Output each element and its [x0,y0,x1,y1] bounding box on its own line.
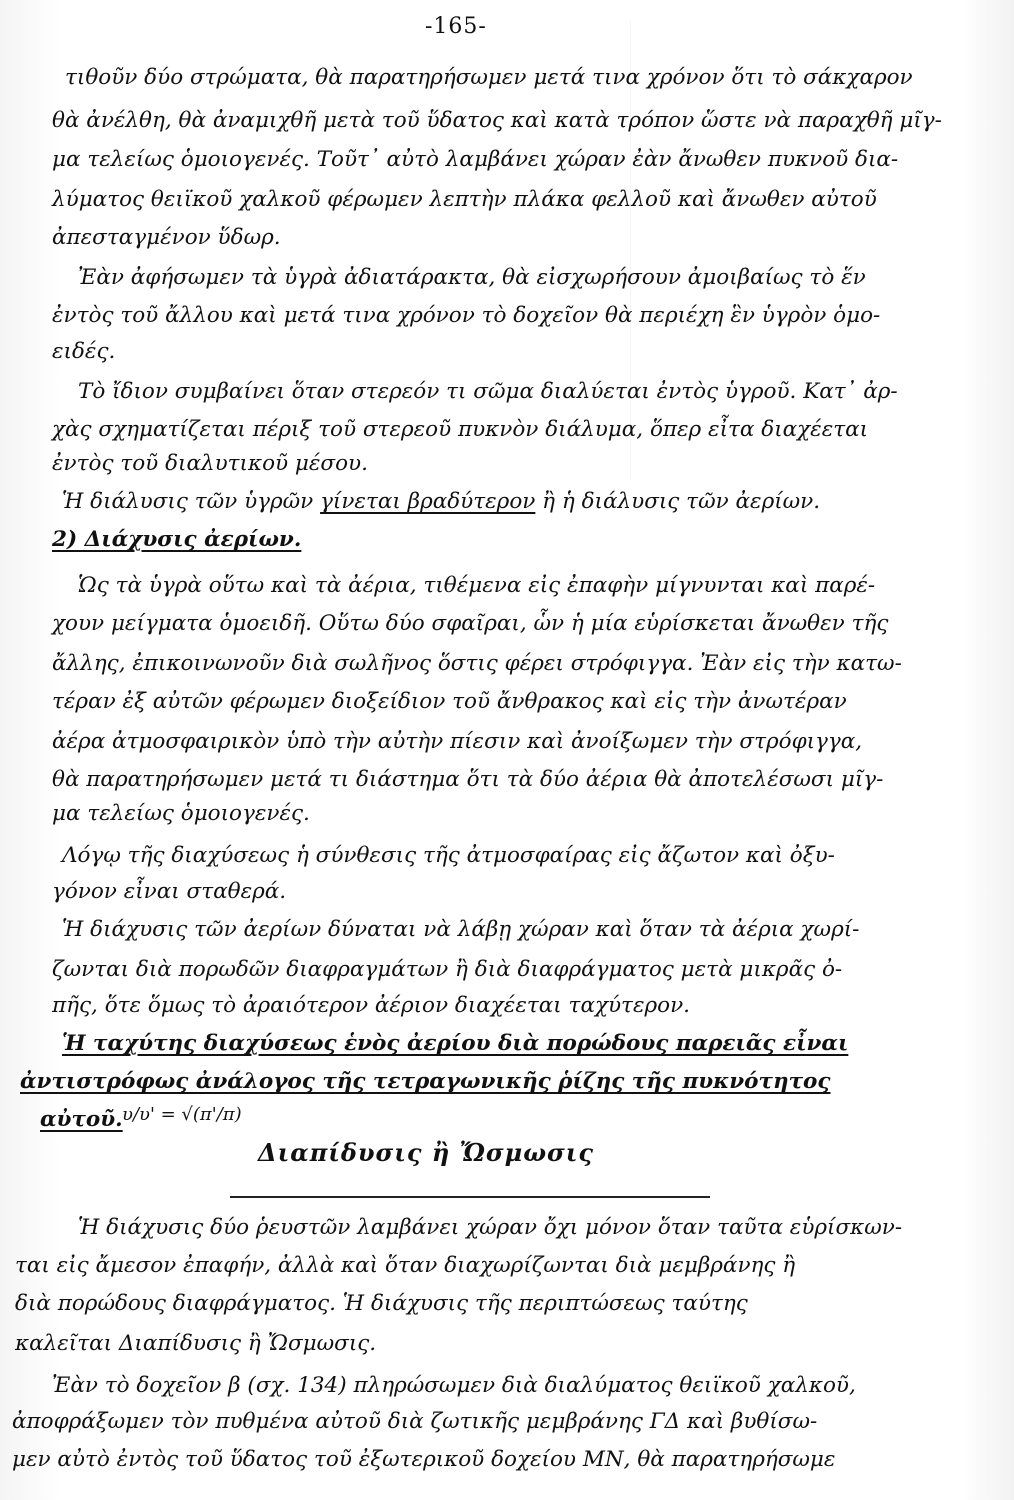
page-number: -165- [425,14,487,39]
text-line: Λόγῳ τῆς διαχύσεως ἡ σύνθεσις τῆς ἀτμοσφαίρας εἰς ἄζωτον καὶ ὀξυ- [62,843,835,868]
text-line: θὰ ἀνέλθη, θὰ ἀναμιχθῆ μετὰ τοῦ ὕδατος καὶ κατὰ τρόπον ὥστε νὰ παραχθῆ μῖγ- [52,108,942,133]
text-line: πῆς, ὅτε ὅμως τὸ ἀραιότερον ἀέριον διαχέεται ταχύτερον. [52,993,690,1018]
text-line: μα τελείως ὁμοιογενές. Τοῦτ᾽ αὐτὸ λαμβάνει χώραν ἐὰν ἄνωθεν πυκνοῦ δια- [52,147,899,172]
heading-rule [230,1196,710,1198]
text-line: Ὡς τὰ ὑγρὰ οὕτω καὶ τὰ ἀέρια, τιθέμενα εἰς ἐπαφὴν μίγνυνται καὶ παρέ- [78,573,876,598]
text-line: Ἐὰν τὸ δοχεῖον β (σχ. 134) πληρώσωμεν διὰ διαλύματος θειϊκοῦ χαλκοῦ, [52,1373,856,1398]
text-line: θὰ παρατηρήσωμεν μετά τι διάστημα ὅτι τὰ δύο ἀέρια θὰ ἀποτελέσωσι μῖγ- [52,767,884,792]
text-line: Τὸ ἴδιον συμβαίνει ὅταν στερεόν τι σῶμα διαλύεται ἐντὸς ὑγροῦ. Κατ᾽ ἀρ- [78,379,898,404]
text-line: γόνον εἶναι σταθερά. [52,879,287,904]
statement-text: Ἡ διάλυσις τῶν ὑγρῶν [62,489,321,514]
text-line: ἐντὸς τοῦ διαλυτικοῦ μέσου. [52,451,368,476]
text-line: ἀποφράξωμεν τὸν πυθμένα αὐτοῦ διὰ ζωτικῆς μεμβράνης ΓΔ καὶ βυθίσω- [12,1409,818,1434]
statement-liquids-diffusion [62,488,820,516]
text-line: ζωνται διὰ πορωδῶν διαφραγμάτων ἢ διὰ διαφράγματος μετὰ μικρᾶς ὀ- [52,957,843,982]
text-line: τέραν ἐξ αὐτῶν φέρωμεν διοξείδιον τοῦ ἄνθρακος καὶ εἰς τὴν ἀνωτέραν [52,689,847,714]
text-line: ἀπεσταγμένον ὕδωρ. [52,225,281,250]
text-line: λύματος θειϊκοῦ χαλκοῦ φέρωμεν λεπτὴν πλάκα φελλοῦ καὶ ἄνωθεν αὐτοῦ [52,187,877,212]
text-line: χὰς σχηματίζεται πέριξ τοῦ στερεοῦ πυκνὸν διάλυμα, ὅπερ εἶτα διαχέεται [52,417,869,442]
text-line: διὰ πορώδους διαφράγματος. Ἡ διάχυσις τῆς περιπτώσεως ταύτης [15,1291,748,1316]
text-line: ἐντὸς τοῦ ἄλλου καὶ μετά τινα χρόνον τὸ δοχεῖον θὰ περιέχη ἓν ὑγρὸν ὁμο- [52,303,881,328]
section-heading-osmosis: Διαπίδυσις ἢ Ὤσμωσις [258,1138,594,1167]
section-heading-gas-diffusion: 2) Διάχυσις ἀερίων. [52,527,302,552]
text-line: τιθοῦν δύο στρώματα, θὰ παρατηρήσωμεν μετά τινα χρόνον ὅτι τὸ σάκχαρον [65,65,913,90]
text-line: καλεῖται Διαπίδυσις ἢ Ὤσμωσις. [15,1331,377,1356]
text-line: ἀέρα ἀτμοσφαιρικὸν ὑπὸ τὴν αὐτὴν πίεσιν καὶ ἀνοίξωμεν τὴν στρόφιγγα, [52,729,863,754]
text-line: μεν αὐτὸ ἐντὸς τοῦ ὕδατος τοῦ ἐξωτερικοῦ δοχείου ΜΝ, θὰ παρατηρήσωμε [12,1447,836,1472]
text-line: ἄλλης, ἐπικοινωνοῦν διὰ σωλῆνος ὅστις φέρει στρόφιγγα. Ἐὰν εἰς τὴν κατω- [52,651,902,676]
text-line: Ἐὰν ἀφήσωμεν τὰ ὑγρὰ ἀδιατάρακτα, θὰ εἰσχωρήσουν ἀμοιβαίως τὸ ἕν [78,265,866,290]
text-line: Ἡ διάχυσις δύο ῥευστῶν λαμβάνει χώραν ὄχι μόνον ὅταν ταῦτα εὑρίσκων- [78,1215,903,1240]
underlined-phrase: γίνεται βραδύτερον [320,489,536,514]
text-line: Ἡ διάχυσις τῶν ἀερίων δύναται νὰ λάβῃ χώραν καὶ ὅταν τὰ ἀέρια χωρί- [62,917,860,942]
law-statement-line: αὐτοῦ. [40,1107,123,1132]
text-line: ται εἰς ἄμεσον ἐπαφήν, ἀλλὰ καὶ ὅταν διαχωρίζωνται διὰ μεμβράνης ἢ [15,1253,796,1278]
statement-text: ἢ ἡ διάλυσις τῶν ἀερίων. [535,489,821,514]
text-line: χουν μείγματα ὁμοειδῆ. Οὕτω δύο σφαῖραι, ὧν ἡ μία εὑρίσκεται ἄνωθεν τῆς [52,611,889,636]
text-line: μα τελείως ὁμοιογενές. [52,801,310,826]
law-statement-line: ἀντιστρόφως ἀνάλογος τῆς τετραγωνικῆς ῥίζης τῆς πυκνότητος [20,1069,831,1094]
text-line: ειδές. [52,339,116,364]
law-statement-line: Ἡ ταχύτης διαχύσεως ἑνὸς ἀερίου διὰ πορώδους παρειᾶς εἶναι [62,1031,849,1056]
graham-law-formula: υ/υ' = √(π'/π) [122,1104,242,1125]
